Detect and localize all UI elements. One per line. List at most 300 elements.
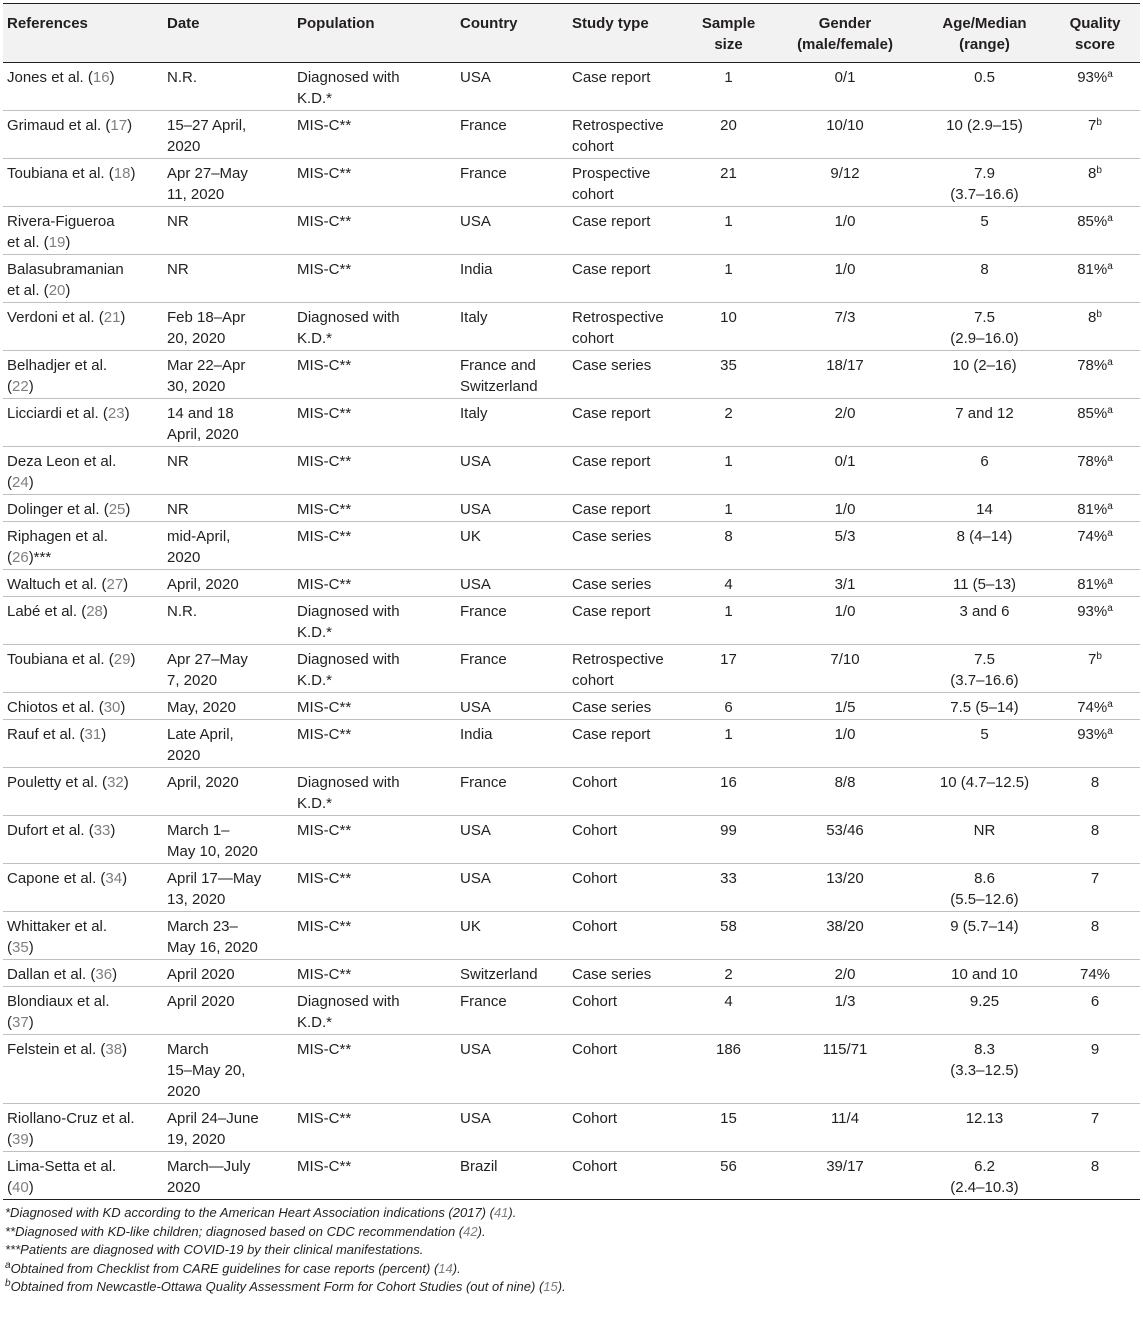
cell-date: Apr 27–May 7, 2020: [163, 645, 293, 693]
footnote-mark: a: [5, 1259, 11, 1271]
citation-link[interactable]: 19: [48, 234, 66, 251]
cell-gender: 1/0: [771, 255, 919, 303]
table-row: [3, 693, 1140, 720]
table-row: [3, 351, 1140, 399]
citation-link[interactable]: 34: [105, 870, 123, 887]
cell-country: USA: [456, 570, 568, 597]
table-row: [3, 1104, 1140, 1152]
cell-country: Brazil: [456, 1152, 568, 1200]
cell-date: NR: [163, 447, 293, 495]
cell-sample-size: 35: [686, 351, 771, 399]
cell-date: NR: [163, 495, 293, 522]
citation-link[interactable]: 29: [113, 651, 131, 668]
cell-gender: 5/3: [771, 522, 919, 570]
cell-age: 9.25: [919, 987, 1050, 1035]
cell-gender: 9/12: [771, 159, 919, 207]
citation-link[interactable]: 20: [48, 282, 66, 299]
quality-score-footnote-mark: a: [1107, 603, 1113, 614]
cell-quality-score: [1050, 693, 1140, 720]
cell-study-type: Case series: [568, 570, 686, 597]
cell-study-type: Case series: [568, 351, 686, 399]
cell-quality-score: [1050, 303, 1140, 351]
reference-suffix: ): [120, 699, 126, 716]
cell-age: 14: [919, 495, 1050, 522]
cell-reference: [3, 207, 163, 255]
citation-link[interactable]: 35: [12, 939, 29, 956]
cell-study-type: Case series: [568, 522, 686, 570]
quality-score-value: 74%: [1079, 966, 1111, 983]
reference-author: Dolinger et al. (: [7, 501, 109, 518]
cell-reference: [3, 864, 163, 912]
reference-suffix: ): [109, 69, 115, 86]
cell-population: MIS-C**: [293, 207, 456, 255]
cell-quality-score: [1050, 816, 1140, 864]
citation-link[interactable]: 21: [103, 309, 121, 326]
cell-age: NR: [919, 816, 1050, 864]
quality-score-footnote-mark: a: [1107, 501, 1113, 512]
cell-sample-size: 6: [686, 693, 771, 720]
cell-reference: [3, 111, 163, 159]
reference-author: Dufort et al. (: [7, 822, 94, 839]
cell-population: MIS-C**: [293, 111, 456, 159]
cell-quality-score: [1050, 207, 1140, 255]
cell-quality-score: [1050, 1104, 1140, 1152]
cell-age: 10 (2.9–15): [919, 111, 1050, 159]
cell-quality-score: [1050, 912, 1140, 960]
cell-date: April 17—May 13, 2020: [163, 864, 293, 912]
cell-country: UK: [456, 912, 568, 960]
cell-country: UK: [456, 522, 568, 570]
quality-score-footnote-mark: a: [1107, 576, 1113, 587]
cell-gender: 39/17: [771, 1152, 919, 1200]
cell-date: March 1– May 10, 2020: [163, 816, 293, 864]
cell-quality-score: [1050, 645, 1140, 693]
cell-quality-score: [1050, 63, 1140, 111]
cell-sample-size: 1: [686, 255, 771, 303]
cell-quality-score: [1050, 768, 1140, 816]
table-row: [3, 1035, 1140, 1104]
cell-date: Mar 22–Apr 30, 2020: [163, 351, 293, 399]
quality-score-value: 7: [1090, 870, 1100, 887]
quality-score-value: 8: [1088, 309, 1097, 326]
footnote-suffix: ).: [452, 1260, 461, 1276]
cell-age: 5: [919, 720, 1050, 768]
cell-date: 15–27 April, 2020: [163, 111, 293, 159]
quality-score-value: 93%: [1077, 603, 1108, 620]
cell-reference: [3, 63, 163, 111]
table-row: [3, 111, 1140, 159]
cell-sample-size: 1: [686, 720, 771, 768]
cell-study-type: Cohort: [568, 1104, 686, 1152]
cell-reference: [3, 720, 163, 768]
quality-score-value: 85%: [1077, 213, 1108, 230]
cell-reference: [3, 597, 163, 645]
reference-suffix: ): [127, 117, 133, 134]
cell-date: March 15–May 20, 2020: [163, 1035, 293, 1104]
cell-reference: [3, 960, 163, 987]
cell-gender: 13/20: [771, 864, 919, 912]
citation-link[interactable]: 36: [95, 966, 113, 983]
footnote-citation-link[interactable]: 15: [543, 1279, 558, 1294]
cell-age: 8: [919, 255, 1050, 303]
quality-score-footnote-mark: b: [1096, 117, 1102, 128]
cell-country: France: [456, 768, 568, 816]
cell-gender: 1/0: [771, 207, 919, 255]
cell-gender: 1/0: [771, 720, 919, 768]
cell-country: France: [456, 111, 568, 159]
citation-link[interactable]: 25: [108, 501, 126, 518]
reference-author: Lima-Setta et al. (: [7, 1158, 117, 1196]
reference-suffix: ): [120, 309, 126, 326]
cell-date: April, 2020: [163, 768, 293, 816]
cell-study-type: Retrospective cohort: [568, 645, 686, 693]
cell-study-type: Case series: [568, 693, 686, 720]
cell-reference: [3, 1035, 163, 1104]
table-row: [3, 207, 1140, 255]
footnote-citation-link[interactable]: 41: [493, 1205, 509, 1220]
table-row: [3, 399, 1140, 447]
reference-author: Blondiaux et al. (: [7, 993, 110, 1031]
cell-population: MIS-C**: [293, 720, 456, 768]
cell-quality-score: [1050, 1152, 1140, 1200]
cell-reference: [3, 570, 163, 597]
cell-country: USA: [456, 207, 568, 255]
cell-study-type: Cohort: [568, 1035, 686, 1104]
cell-country: France: [456, 597, 568, 645]
cell-study-type: Case report: [568, 720, 686, 768]
citation-link[interactable]: 24: [12, 474, 29, 491]
cell-population: MIS-C**: [293, 1035, 456, 1104]
reference-author: Waltuch et al. (: [7, 576, 107, 593]
table-body: [3, 63, 1140, 1200]
cell-date: 14 and 18 April, 2020: [163, 399, 293, 447]
quality-score-footnote-mark: a: [1107, 726, 1113, 737]
cell-study-type: Cohort: [568, 864, 686, 912]
reference-suffix: ): [65, 234, 71, 251]
cell-population: MIS-C**: [293, 864, 456, 912]
reference-author: Verdoni et al. (: [7, 309, 104, 326]
cell-population: Diagnosed with K.D.*: [293, 987, 456, 1035]
cell-date: N.R.: [163, 63, 293, 111]
quality-score-value: 8: [1090, 1158, 1100, 1175]
citation-link[interactable]: 39: [12, 1131, 29, 1148]
reference-suffix: ): [102, 603, 108, 620]
reference-author: Felstein et al. (: [7, 1041, 106, 1058]
cell-sample-size: 99: [686, 816, 771, 864]
cell-study-type: Cohort: [568, 768, 686, 816]
cell-gender: 38/20: [771, 912, 919, 960]
cell-quality-score: [1050, 447, 1140, 495]
table-row: [3, 864, 1140, 912]
cell-reference: [3, 1104, 163, 1152]
citation-link[interactable]: 16: [92, 69, 110, 86]
footnote: [5, 1260, 1140, 1279]
cell-quality-score: [1050, 960, 1140, 987]
citation-link[interactable]: 37: [12, 1014, 29, 1031]
quality-score-footnote-mark: a: [1107, 69, 1113, 80]
reference-suffix: ): [65, 282, 71, 299]
cell-reference: [3, 693, 163, 720]
cell-population: MIS-C**: [293, 912, 456, 960]
cell-date: March 23– May 16, 2020: [163, 912, 293, 960]
table-row: [3, 645, 1140, 693]
cell-study-type: Case series: [568, 960, 686, 987]
cell-population: MIS-C**: [293, 447, 456, 495]
cell-country: USA: [456, 816, 568, 864]
cell-date: Apr 27–May 11, 2020: [163, 159, 293, 207]
table-row: [3, 63, 1140, 111]
cell-age: 10 (4.7–12.5): [919, 768, 1050, 816]
cell-country: USA: [456, 1104, 568, 1152]
reference-author: Whittaker et al. (: [7, 918, 108, 956]
cell-gender: 11/4: [771, 1104, 919, 1152]
quality-score-value: 7: [1088, 117, 1097, 134]
citation-link[interactable]: 18: [113, 165, 131, 182]
reference-suffix: ): [122, 870, 128, 887]
cell-sample-size: 21: [686, 159, 771, 207]
cell-population: MIS-C**: [293, 570, 456, 597]
quality-score-value: 9: [1090, 1041, 1100, 1058]
reference-suffix: ): [28, 1131, 34, 1148]
quality-score-value: 81%: [1077, 576, 1108, 593]
cell-age: 10 and 10: [919, 960, 1050, 987]
cell-population: MIS-C**: [293, 1104, 456, 1152]
footnote: [5, 1204, 1140, 1223]
cell-country: India: [456, 720, 568, 768]
cell-sample-size: 15: [686, 1104, 771, 1152]
table-row: [3, 1152, 1140, 1200]
cell-gender: 53/46: [771, 816, 919, 864]
quality-score-value: 7: [1088, 651, 1097, 668]
cell-date: Feb 18–Apr 20, 2020: [163, 303, 293, 351]
cell-date: April 2020: [163, 987, 293, 1035]
cell-reference: [3, 1152, 163, 1200]
cell-age: 0.5: [919, 63, 1050, 111]
cell-quality-score: [1050, 351, 1140, 399]
footnote-suffix: ).: [557, 1279, 566, 1294]
table-row: [3, 570, 1140, 597]
reference-suffix: ): [124, 405, 130, 422]
cell-population: Diagnosed with K.D.*: [293, 597, 456, 645]
header-gender: Gender (male/female): [771, 4, 919, 63]
cell-population: Diagnosed with K.D.*: [293, 768, 456, 816]
header-country: Country: [456, 4, 568, 63]
citation-link[interactable]: 40: [12, 1179, 29, 1196]
cell-sample-size: 2: [686, 960, 771, 987]
reference-author: Toubiana et al. (: [7, 651, 114, 668]
cell-age: 9 (5.7–14): [919, 912, 1050, 960]
cell-age: 7.5 (2.9–16.0): [919, 303, 1050, 351]
citation-link[interactable]: 17: [110, 117, 128, 134]
cell-reference: [3, 255, 163, 303]
cell-sample-size: 17: [686, 645, 771, 693]
reference-author: Pouletty et al. (: [7, 774, 108, 791]
quality-score-footnote-mark: a: [1107, 261, 1113, 272]
cell-population: MIS-C**: [293, 960, 456, 987]
cell-study-type: Case report: [568, 207, 686, 255]
cell-population: MIS-C**: [293, 522, 456, 570]
cell-study-type: Case report: [568, 597, 686, 645]
cell-country: USA: [456, 693, 568, 720]
cell-gender: 1/5: [771, 693, 919, 720]
cell-country: Italy: [456, 303, 568, 351]
cell-sample-size: 8: [686, 522, 771, 570]
reference-author: Belhadjer et al. (: [7, 357, 108, 395]
reference-suffix: ): [130, 651, 136, 668]
cell-study-type: Prospective cohort: [568, 159, 686, 207]
cell-sample-size: 33: [686, 864, 771, 912]
cell-study-type: Case report: [568, 495, 686, 522]
cell-gender: 18/17: [771, 351, 919, 399]
reference-suffix: ): [28, 474, 34, 491]
cell-age: 6.2 (2.4–10.3): [919, 1152, 1050, 1200]
footnote-text: ***Patients are diagnosed with COVID-19 by their clinical manifestations.: [5, 1242, 424, 1257]
footnote-suffix: ).: [477, 1223, 486, 1239]
cell-reference: [3, 645, 163, 693]
cell-sample-size: 16: [686, 768, 771, 816]
reference-author: Rauf et al. (: [7, 726, 85, 743]
citation-link[interactable]: 30: [103, 699, 121, 716]
cell-age: 12.13: [919, 1104, 1050, 1152]
cell-age: 8 (4–14): [919, 522, 1050, 570]
reference-author: Dallan et al. (: [7, 966, 96, 983]
table-row: [3, 447, 1140, 495]
quality-score-value: 78%: [1077, 453, 1108, 470]
cell-study-type: Case report: [568, 255, 686, 303]
footnote-citation-link[interactable]: 42: [463, 1223, 478, 1239]
cell-quality-score: [1050, 159, 1140, 207]
footnote-mark: b: [5, 1278, 11, 1289]
cell-sample-size: 1: [686, 207, 771, 255]
citation-link[interactable]: 28: [86, 603, 103, 620]
cell-country: Italy: [456, 399, 568, 447]
table-row: [3, 303, 1140, 351]
cell-age: 7.5 (3.7–16.6): [919, 645, 1050, 693]
cell-country: France and Switzerland: [456, 351, 568, 399]
cell-population: Diagnosed with K.D.*: [293, 63, 456, 111]
reference-suffix: ): [122, 1041, 128, 1058]
table-row: [3, 912, 1140, 960]
cell-gender: 2/0: [771, 399, 919, 447]
reference-author: Grimaud et al. (: [7, 117, 111, 134]
cell-age: 7 and 12: [919, 399, 1050, 447]
citation-link[interactable]: 32: [107, 774, 124, 791]
footnote-citation-link[interactable]: 14: [438, 1260, 453, 1276]
cell-gender: 1/0: [771, 495, 919, 522]
footnotes: [3, 1200, 1140, 1297]
citation-link[interactable]: 23: [107, 405, 125, 422]
table-row: [3, 816, 1140, 864]
cell-age: 8.3 (3.3–12.5): [919, 1035, 1050, 1104]
citation-link[interactable]: 31: [84, 726, 102, 743]
cell-sample-size: 10: [686, 303, 771, 351]
footnote-text: Obtained from Checklist from CARE guidelines for case reports (percent) (: [10, 1260, 439, 1276]
cell-date: NR: [163, 255, 293, 303]
cell-age: 11 (5–13): [919, 570, 1050, 597]
cell-gender: 8/8: [771, 768, 919, 816]
reference-author: Capone et al. (: [7, 870, 106, 887]
cell-study-type: Case report: [568, 399, 686, 447]
reference-author: Toubiana et al. (: [7, 165, 114, 182]
header-population: Population: [293, 4, 456, 63]
cell-age: 7.5 (5–14): [919, 693, 1050, 720]
cell-age: 10 (2–16): [919, 351, 1050, 399]
cell-population: MIS-C**: [293, 495, 456, 522]
reference-author: Jones et al. (: [7, 69, 93, 86]
cell-study-type: Retrospective cohort: [568, 111, 686, 159]
reference-suffix: ): [130, 165, 136, 182]
cell-country: USA: [456, 864, 568, 912]
header-references: References: [3, 4, 163, 63]
quality-score-value: 8: [1090, 918, 1100, 935]
quality-score-value: 74%: [1077, 528, 1108, 545]
citation-link[interactable]: 26: [12, 549, 29, 566]
quality-score-footnote-mark: a: [1107, 528, 1113, 539]
citation-link[interactable]: 22: [12, 378, 29, 395]
cell-study-type: Cohort: [568, 1152, 686, 1200]
header-study-type: Study type: [568, 4, 686, 63]
quality-score-footnote-mark: b: [1096, 165, 1102, 176]
cell-reference: [3, 768, 163, 816]
footnote-suffix: ).: [508, 1205, 517, 1220]
quality-score-footnote-mark: b: [1096, 309, 1102, 320]
quality-score-value: 93%: [1077, 69, 1108, 86]
table-row: [3, 597, 1140, 645]
citation-link[interactable]: 27: [106, 576, 124, 593]
cell-sample-size: 1: [686, 495, 771, 522]
cell-gender: 7/10: [771, 645, 919, 693]
header-date: Date: [163, 4, 293, 63]
quality-score-footnote-mark: a: [1107, 453, 1113, 464]
table-row: [3, 960, 1140, 987]
header-sample-size: Sample size: [686, 4, 771, 63]
cell-sample-size: 4: [686, 570, 771, 597]
reference-author: Rivera-Figueroa et al. (: [7, 213, 115, 251]
cell-reference: [3, 447, 163, 495]
cell-date: May, 2020: [163, 693, 293, 720]
cell-country: USA: [456, 495, 568, 522]
cell-sample-size: 1: [686, 597, 771, 645]
cell-population: Diagnosed with K.D.*: [293, 303, 456, 351]
footnote-text: Obtained from Newcastle-Ottawa Quality Assessment Form for Cohort Studies (out of nine) (: [10, 1279, 544, 1294]
cell-reference: [3, 495, 163, 522]
cell-date: mid-April, 2020: [163, 522, 293, 570]
citation-link[interactable]: 33: [93, 822, 111, 839]
reference-suffix: ): [101, 726, 107, 743]
cell-country: USA: [456, 1035, 568, 1104]
cell-date: April, 2020: [163, 570, 293, 597]
cell-date: NR: [163, 207, 293, 255]
cell-age: 6: [919, 447, 1050, 495]
cell-study-type: Case report: [568, 63, 686, 111]
citation-link[interactable]: 38: [105, 1041, 123, 1058]
cell-population: MIS-C**: [293, 351, 456, 399]
reference-author: Chiotos et al. (: [7, 699, 104, 716]
cell-country: India: [456, 255, 568, 303]
cell-population: Diagnosed with K.D.*: [293, 645, 456, 693]
cell-reference: [3, 816, 163, 864]
cell-gender: 10/10: [771, 111, 919, 159]
cell-gender: 7/3: [771, 303, 919, 351]
cell-reference: [3, 159, 163, 207]
cell-sample-size: 4: [686, 987, 771, 1035]
reference-suffix: ): [123, 576, 129, 593]
cell-age: 5: [919, 207, 1050, 255]
quality-score-value: 81%: [1077, 261, 1108, 278]
cell-date: N.R.: [163, 597, 293, 645]
reference-author: Riollano-Cruz et al. (: [7, 1110, 135, 1148]
cell-gender: 2/0: [771, 960, 919, 987]
